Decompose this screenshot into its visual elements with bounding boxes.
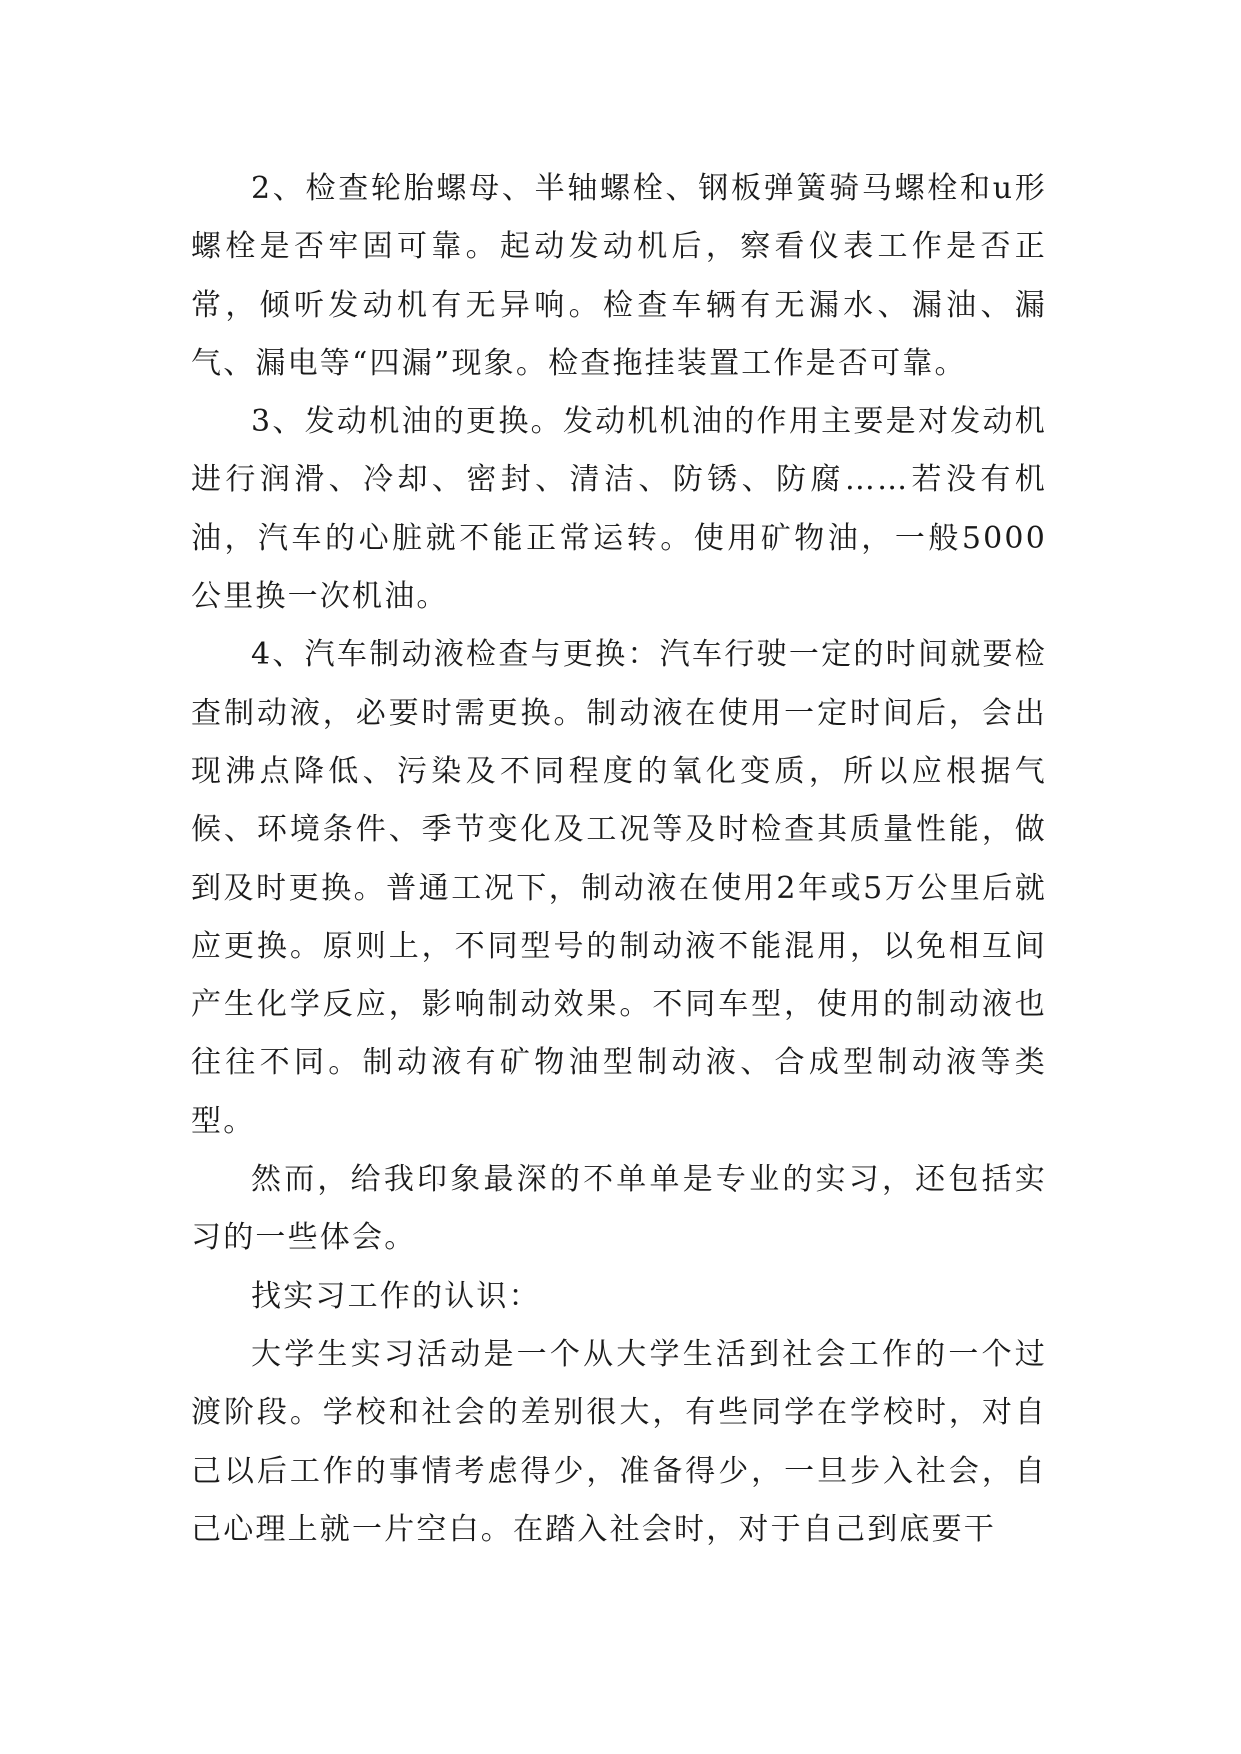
- paragraph-section-heading: 找实习工作的认识：: [251, 1278, 541, 1314]
- paragraph-internship-impression: 然而，给我印象最深的不单单是专业的实习，还包括实习的一些体会。: [191, 1162, 1047, 1256]
- document-body: [191, 160, 1047, 1559]
- paragraph-brake-fluid-check: 4、汽车制动液检查与更换：汽车行驶一定的时间就要检查制动液，必要时需更换。制动液在使用一定时间后，会出现沸点降低、污染及不同程度的氧化变质，所以应根据气候、环境条件、季节变化及工况等及时检查其质量性能，做到及时更换。普通工况下，制动液在使用2年或5万公里后就应更换。原则上，不同型号的制动液不能混用，以免相互间产生化学反应，影响制动效果。不同车型，使用的制动液也往往不同。制动液有矿物油型制动液、合成型制动液等类型。: [191, 637, 1047, 1139]
- paragraph-engine-oil-change: 3、发动机油的更换。发动机机油的作用主要是对发动机进行润滑、冷却、密封、清洁、防锈、防腐……若没有机油，汽车的心脏就不能正常运转。使用矿物油，一般5000公里换一次机油。: [191, 404, 1047, 615]
- paragraph-internship-transition: 大学生实习活动是一个从大学生活到社会工作的一个过渡阶段。学校和社会的差别很大，有些同学在学校时，对自己以后工作的事情考虑得少，准备得少，一旦步入社会，自己心理上就一片空白。在踏入社会时，对于自己到底要干: [191, 1336, 1047, 1547]
- paragraph-tire-bolt-check: 2、检查轮胎螺母、半轴螺栓、钢板弹簧骑马螺栓和u形螺栓是否牢固可靠。起动发动机后，察看仪表工作是否正常，倾听发动机有无异响。检查车辆有无漏水、漏油、漏气、漏电等“四漏”现象。检查拖挂装置工作是否可靠。: [191, 171, 1047, 381]
